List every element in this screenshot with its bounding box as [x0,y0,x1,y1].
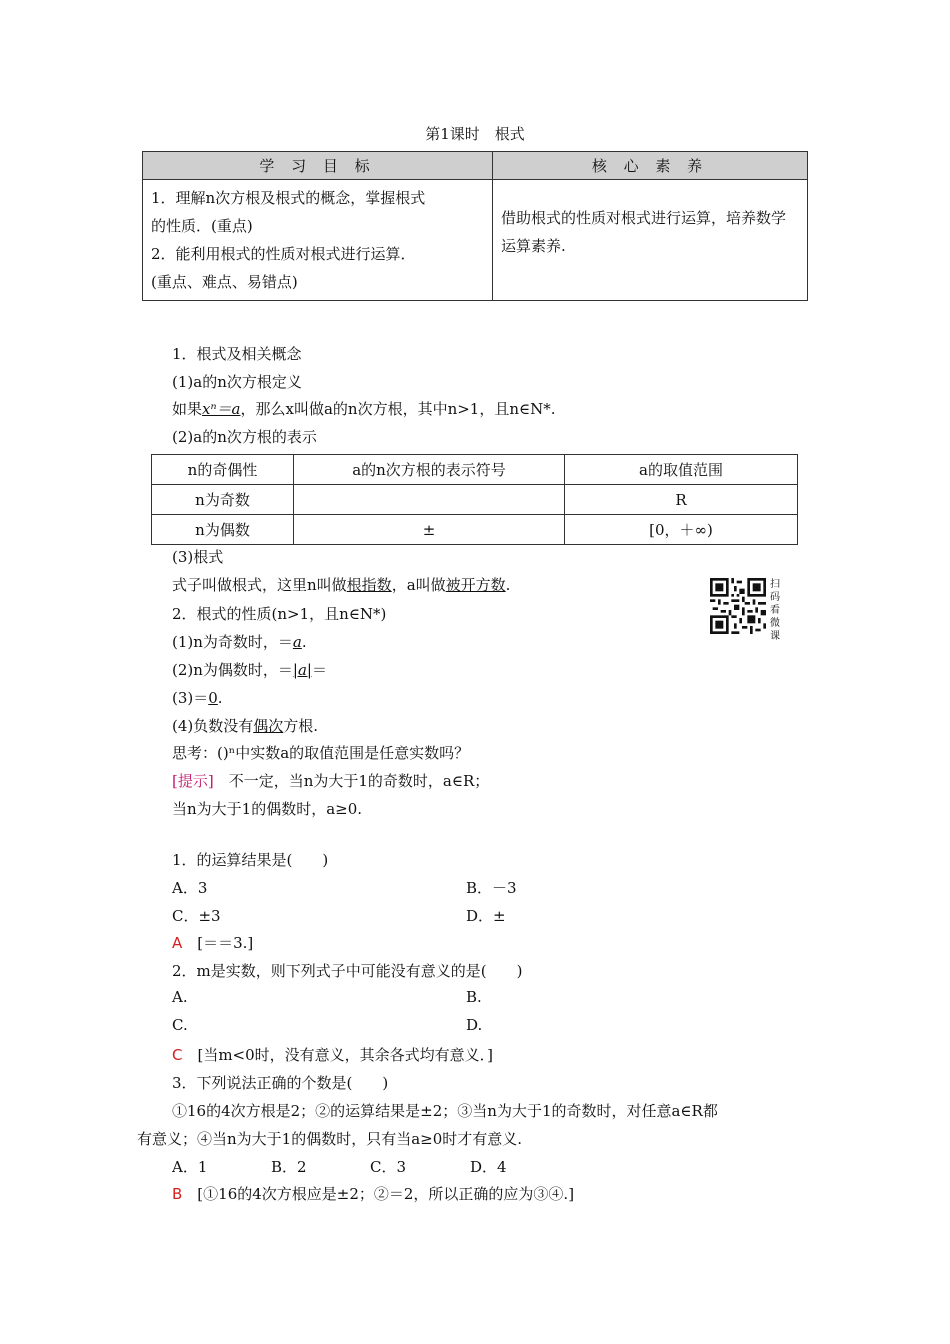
q1-option-d: D．± [466,907,506,925]
property-answer: a [292,633,302,651]
q2-option-a: A. [172,988,188,1006]
q3-option-b: B．2 [271,1158,307,1176]
hint-label: [提示] [172,772,214,790]
definition-prefix: 如果 [172,400,203,418]
table-cell: n为偶数 [152,515,294,545]
radical-definition [172,574,510,595]
answer-letter: C [172,1046,183,1064]
index-term: 根指数 [346,576,392,594]
nth-root-table [151,454,798,545]
q3-answer [172,1183,574,1204]
table-cell: n为奇数 [152,485,294,515]
table-header-cell: a的n次方根的表示符号 [294,455,565,485]
property-3 [172,687,223,708]
property-text: (4)负数没有 [172,717,254,735]
property-2 [172,659,327,680]
core-literacy-header: 核 心 素 养 [493,152,808,180]
definition-suffix: ，那么x叫做a的n次方根，其中n>1，且n∈N*. [240,400,556,418]
answer-explanation: [①16的4次方根应是±2；②＝2，所以正确的应为③④.] [182,1185,575,1203]
definition-equation: xⁿ＝a [202,400,241,418]
q3-body-line: 有意义；④当n为大于1的偶数时，只有当a≥0时才有意义. [137,1130,523,1148]
property-text: 方根. [283,717,319,735]
property-4 [172,715,318,736]
definition-line [172,398,556,419]
q2-answer [172,1044,493,1065]
hint-line [172,770,489,791]
q1-stem: 1．的运算结果是( ) [172,851,329,869]
radical-text: 式子叫做根式，这里n叫做 [172,576,347,594]
section1-heading: 1．根式及相关概念 [172,345,302,363]
section2-heading: 2．根式的性质(n>1，且n∈N*) [172,605,387,623]
property-text: (1)n为奇数时，＝ [172,633,293,651]
q2-option-b: B. [466,988,482,1006]
hint-text: 不一定，当n为大于1的奇数时，a∈R； [213,772,490,790]
hint-line-2: 当n为大于1的偶数时，a≥0. [172,800,363,818]
core-literacy-cell: 借助根式的性质对根式进行运算，培养数学运算素养. [493,180,808,301]
objective-line: 2．能利用根式的性质对根式进行运算． [151,245,416,263]
answer-explanation: [当m<0时，没有意义，其余各式均有意义．] [182,1046,494,1064]
page-title: 第1课时 根式 [425,125,525,143]
table-header-cell: n的奇偶性 [152,455,294,485]
property-text: . [217,689,223,707]
property-1 [172,631,307,652]
q3-body-line: ①16的4次方根是2；②的运算结果是±2；③当n为大于1的奇数时，对任意a∈R都 [172,1102,718,1120]
objective-line: (重点、难点、易错点) [151,273,298,291]
q1-option-c: C．±3 [172,907,221,925]
radicand-term: 被开方数 [445,576,506,594]
q2-stem: 2．m是实数，则下列式子中可能没有意义的是( ) [172,962,523,980]
q2-option-d: D. [466,1016,483,1034]
table-cell [294,485,565,515]
property-answer: 偶次 [253,717,284,735]
q1-option-b: B．－3 [466,879,517,897]
qr-code-icon[interactable] [710,578,766,634]
table-cell: [0，＋∞) [565,515,798,545]
q1-answer [172,932,253,953]
qr-caption: 扫码看微课 [770,579,780,642]
q3-option-c: C．3 [370,1158,407,1176]
objectives-cell [143,180,493,301]
q3-option-d: D．4 [470,1158,507,1176]
q3-option-a: A．1 [172,1158,208,1176]
property-text: (2)n为偶数时，＝ [172,661,293,679]
q1-option-a: A．3 [172,879,208,897]
property-answer: 0 [208,689,218,707]
think-question: 思考：()ⁿ中实数a的取值范围是任意实数吗？ [172,744,470,762]
answer-letter: B [172,1185,183,1203]
representation-subheading: (2)a的n次方根的表示 [172,428,317,446]
radical-text: . [505,576,511,594]
q2-option-c: C. [172,1016,188,1034]
property-text: ＝ [311,661,327,679]
property-text: (3)＝ [172,689,209,707]
property-answer: |a| [292,661,312,679]
objective-line: 1．理解n次方根及根式的概念，掌握根式 [151,189,426,207]
q3-stem: 3．下列说法正确的个数是( ) [172,1074,389,1092]
answer-letter: A [172,934,183,952]
property-text: . [301,633,307,651]
radical-text: ，a叫做 [391,576,446,594]
objectives-table [142,151,808,301]
table-cell: ± [294,515,565,545]
objective-line: 的性质．(重点) [151,217,253,235]
definition-subheading: (1)a的n次方根定义 [172,373,302,391]
answer-explanation: [＝＝3.] [182,934,254,952]
table-cell: R [565,485,798,515]
table-header-cell: a的取值范围 [565,455,798,485]
radical-subheading: (3)根式 [172,548,224,566]
objectives-header: 学 习 目 标 [143,152,493,180]
